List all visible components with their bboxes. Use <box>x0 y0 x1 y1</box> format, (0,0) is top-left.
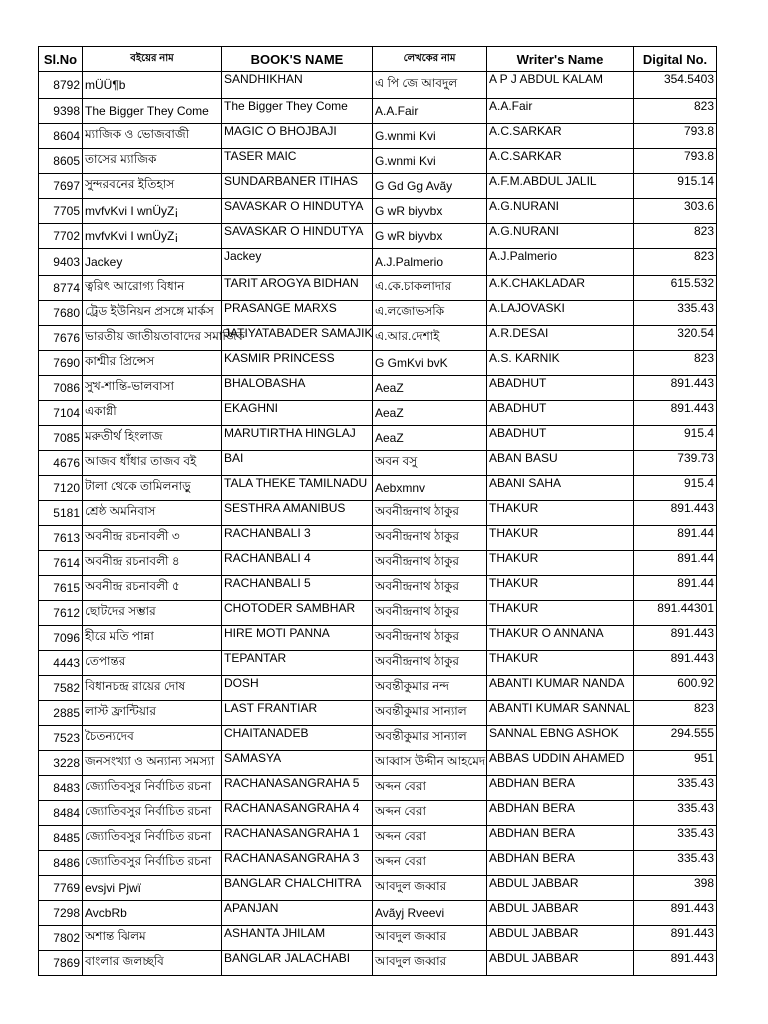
cell-sl-no: 7869 <box>39 951 83 976</box>
cell-books-name: TALA THEKE TAMILNADU <box>222 476 373 501</box>
cell-sl-no: 7120 <box>39 476 83 501</box>
cell-bengali-writer: আব্বাস উদ্দীন আহমেদ <box>373 751 487 776</box>
cell-writers-name: ABANTI KUMAR NANDA <box>487 676 634 701</box>
cell-bengali-title: জনসংখ্যা ও অন্যান্য সমস্যা <box>83 751 222 776</box>
cell-sl-no: 2885 <box>39 701 83 726</box>
cell-writers-name: A.C.SARKAR <box>487 149 634 174</box>
table-row <box>39 224 717 249</box>
cell-writers-name: THAKUR <box>487 501 634 526</box>
cell-sl-no: 7697 <box>39 174 83 199</box>
cell-books-name: CHOTODER SAMBHAR <box>222 601 373 626</box>
cell-writers-name: A.C.SARKAR <box>487 124 634 149</box>
cell-bengali-writer: অব্দন বেরা <box>373 801 487 826</box>
cell-writers-name: ABDHAN BERA <box>487 801 634 826</box>
cell-books-name: CHAITANADEB <box>222 726 373 751</box>
cell-bengali-title: জ্যোতিবসুর নির্বাচিত রচনা <box>83 826 222 851</box>
cell-bengali-writer: G.wnmi Kvi <box>373 124 487 149</box>
header-bengali-writer: লেখকের নাম <box>373 47 487 72</box>
cell-bengali-writer: অবনীন্দ্রনাথ ঠাকুর <box>373 651 487 676</box>
header-digital-no: Digital No. <box>634 47 717 72</box>
cell-sl-no: 7680 <box>39 301 83 326</box>
cell-books-name: KASMIR PRINCESS <box>222 351 373 376</box>
cell-digital-no: 335.43 <box>634 851 717 876</box>
header-writers-name: Writer's Name <box>487 47 634 72</box>
cell-writers-name: ABANI SAHA <box>487 476 634 501</box>
table-row <box>39 951 717 976</box>
table-row <box>39 199 717 224</box>
cell-bengali-title: ভারতীয় জাতীয়তাবাদের সমাজিক <box>83 326 222 351</box>
cell-books-name: RACHANBALI 3 <box>222 526 373 551</box>
cell-bengali-title: mvfvKvi I wnÜyZ¡ <box>83 224 222 249</box>
cell-writers-name: THAKUR <box>487 651 634 676</box>
cell-writers-name: A.R.DESAI <box>487 326 634 351</box>
cell-sl-no: 7802 <box>39 926 83 951</box>
cell-bengali-title: অশান্ত ঝিলম <box>83 926 222 951</box>
cell-writers-name: THAKUR O ANNANA <box>487 626 634 651</box>
cell-bengali-writer: এ.কে.চাকলাদার <box>373 276 487 301</box>
table-row <box>39 651 717 676</box>
cell-books-name: APANJAN <box>222 901 373 926</box>
cell-sl-no: 7612 <box>39 601 83 626</box>
cell-sl-no: 4443 <box>39 651 83 676</box>
table-row <box>39 326 717 351</box>
cell-bengali-writer: অবনীন্দ্রনাথ ঠাকুর <box>373 501 487 526</box>
cell-bengali-writer: অবনীন্দ্রনাথ ঠাকুর <box>373 526 487 551</box>
table-row <box>39 726 717 751</box>
table-row <box>39 601 717 626</box>
cell-digital-no: 891.44301 <box>634 601 717 626</box>
cell-bengali-title: মরুতীর্থ হিংলাজ <box>83 426 222 451</box>
cell-writers-name: SANNAL EBNG ASHOK <box>487 726 634 751</box>
cell-books-name: HIRE MOTI PANNA <box>222 626 373 651</box>
cell-books-name: EKAGHNI <box>222 401 373 426</box>
cell-bengali-title: AvcbRb <box>83 901 222 926</box>
table-row <box>39 776 717 801</box>
table-row <box>39 276 717 301</box>
cell-books-name: SESTHRA AMANIBUS <box>222 501 373 526</box>
cell-sl-no: 8605 <box>39 149 83 174</box>
cell-bengali-title: The Bigger They Come <box>83 99 222 124</box>
cell-bengali-writer: AeaZ <box>373 426 487 451</box>
cell-bengali-title: অবনীন্দ্র রচনাবলী ৫ <box>83 576 222 601</box>
cell-digital-no: 891.443 <box>634 951 717 976</box>
cell-digital-no: 823 <box>634 99 717 124</box>
cell-books-name: DOSH <box>222 676 373 701</box>
cell-books-name: SAVASKAR O HINDUTYA <box>222 224 373 249</box>
cell-bengali-title: বিধানচন্দ্র রায়ের দোষ <box>83 676 222 701</box>
table-row <box>39 901 717 926</box>
table-row <box>39 801 717 826</box>
cell-bengali-writer: অবন্তীকুমার নন্দ <box>373 676 487 701</box>
cell-books-name: BAI <box>222 451 373 476</box>
cell-bengali-writer: অবনীন্দ্রনাথ ঠাকুর <box>373 576 487 601</box>
cell-sl-no: 7582 <box>39 676 83 701</box>
cell-writers-name: A.F.M.ABDUL JALIL <box>487 174 634 199</box>
cell-books-name: SANDHIKHAN <box>222 72 373 99</box>
table-row <box>39 451 717 476</box>
header-sl-no: Sl.No <box>39 47 83 72</box>
cell-bengali-title: টালা থেকে তামিলনাড়ু <box>83 476 222 501</box>
cell-digital-no: 303.6 <box>634 199 717 224</box>
cell-bengali-title: জ্যোতিবসুর নির্বাচিত রচনা <box>83 851 222 876</box>
cell-sl-no: 7523 <box>39 726 83 751</box>
cell-bengali-writer: G Gd Gg Avãy <box>373 174 487 199</box>
table-row <box>39 99 717 124</box>
cell-writers-name: A.LAJOVASKI <box>487 301 634 326</box>
cell-books-name: RACHANBALI 5 <box>222 576 373 601</box>
cell-bengali-title: সুন্দরবনের ইতিহাস <box>83 174 222 199</box>
cell-bengali-writer: G wR biyvbx <box>373 224 487 249</box>
cell-digital-no: 335.43 <box>634 826 717 851</box>
cell-digital-no: 891.443 <box>634 401 717 426</box>
cell-sl-no: 7705 <box>39 199 83 224</box>
cell-digital-no: 915.4 <box>634 476 717 501</box>
cell-sl-no: 7086 <box>39 376 83 401</box>
cell-writers-name: ABADHUT <box>487 376 634 401</box>
cell-writers-name: A.K.CHAKLADAR <box>487 276 634 301</box>
cell-sl-no: 7615 <box>39 576 83 601</box>
header-row <box>39 47 717 72</box>
cell-bengali-writer: এ.লজোভসকি <box>373 301 487 326</box>
book-catalog-table <box>38 46 717 976</box>
cell-books-name: SAVASKAR O HINDUTYA <box>222 199 373 224</box>
cell-digital-no: 600.92 <box>634 676 717 701</box>
cell-writers-name: ABDUL JABBAR <box>487 901 634 926</box>
cell-books-name: ASHANTA JHILAM <box>222 926 373 951</box>
cell-bengali-writer: আবদুল জব্বার <box>373 926 487 951</box>
cell-bengali-writer: এ.আর.দেশাই <box>373 326 487 351</box>
cell-bengali-writer: A.A.Fair <box>373 99 487 124</box>
cell-books-name: RACHANBALI 4 <box>222 551 373 576</box>
cell-digital-no: 335.43 <box>634 801 717 826</box>
table-row <box>39 551 717 576</box>
cell-bengali-title: অবনীন্দ্র রচনাবলী ৪ <box>83 551 222 576</box>
table-row <box>39 851 717 876</box>
cell-bengali-writer: G GmKvi bvK <box>373 351 487 376</box>
cell-bengali-title: লাস্ট ফ্রান্টিয়ার <box>83 701 222 726</box>
cell-bengali-title: চৈতন্যদেব <box>83 726 222 751</box>
cell-writers-name: ABDUL JABBAR <box>487 876 634 901</box>
cell-books-name: TARIT AROGYA BIDHAN <box>222 276 373 301</box>
cell-digital-no: 398 <box>634 876 717 901</box>
cell-bengali-writer: Aebxmnv <box>373 476 487 501</box>
table-row <box>39 426 717 451</box>
cell-writers-name: THAKUR <box>487 551 634 576</box>
cell-sl-no: 7085 <box>39 426 83 451</box>
header-bengali-title: বইয়ের নাম <box>83 47 222 72</box>
cell-writers-name: ABDHAN BERA <box>487 776 634 801</box>
cell-books-name: Jackey <box>222 249 373 276</box>
cell-sl-no: 7298 <box>39 901 83 926</box>
cell-books-name: SUNDARBANER ITIHAS <box>222 174 373 199</box>
cell-writers-name: ABBAS UDDIN AHAMED <box>487 751 634 776</box>
cell-bengali-title: শ্রেষ্ঠ অমনিবাস <box>83 501 222 526</box>
cell-sl-no: 7104 <box>39 401 83 426</box>
cell-bengali-writer: A.J.Palmerio <box>373 249 487 276</box>
cell-writers-name: A.A.Fair <box>487 99 634 124</box>
cell-bengali-title: জ্যোতিবসুর নির্বাচিত রচনা <box>83 776 222 801</box>
cell-writers-name: THAKUR <box>487 601 634 626</box>
cell-digital-no: 951 <box>634 751 717 776</box>
cell-bengali-title: অবনীন্দ্র রচনাবলী ৩ <box>83 526 222 551</box>
cell-bengali-writer: অব্দন বেরা <box>373 851 487 876</box>
cell-bengali-title: একাগ্নী <box>83 401 222 426</box>
cell-digital-no: 793.8 <box>634 149 717 174</box>
cell-bengali-title: জ্যোতিবসুর নির্বাচিত রচনা <box>83 801 222 826</box>
cell-books-name: TEPANTAR <box>222 651 373 676</box>
cell-bengali-writer: Avãyj Rveevi <box>373 901 487 926</box>
cell-sl-no: 7769 <box>39 876 83 901</box>
cell-digital-no: 793.8 <box>634 124 717 149</box>
cell-books-name: BANGLAR CHALCHITRA <box>222 876 373 901</box>
cell-sl-no: 4676 <box>39 451 83 476</box>
cell-digital-no: 739.73 <box>634 451 717 476</box>
cell-digital-no: 823 <box>634 351 717 376</box>
cell-writers-name: ABADHUT <box>487 401 634 426</box>
cell-books-name: BHALOBASHA <box>222 376 373 401</box>
cell-digital-no: 335.43 <box>634 301 717 326</box>
cell-books-name: The Bigger They Come <box>222 99 373 124</box>
table-row <box>39 926 717 951</box>
cell-bengali-writer: আবদুল জব্বার <box>373 876 487 901</box>
cell-books-name: RACHANASANGRAHA 4 <box>222 801 373 826</box>
cell-digital-no: 915.14 <box>634 174 717 199</box>
cell-writers-name: A.G.NURANI <box>487 224 634 249</box>
table-row <box>39 376 717 401</box>
cell-bengali-writer: অব্দন বেরা <box>373 776 487 801</box>
table-row <box>39 72 717 99</box>
cell-bengali-writer: অবন্তীকুমার সান্যাল <box>373 726 487 751</box>
cell-bengali-title: ম্যাজিক ও ভোজবাজী <box>83 124 222 149</box>
cell-sl-no: 3228 <box>39 751 83 776</box>
table-row <box>39 751 717 776</box>
cell-sl-no: 9403 <box>39 249 83 276</box>
cell-sl-no: 8486 <box>39 851 83 876</box>
cell-digital-no: 891.443 <box>634 626 717 651</box>
cell-bengali-title: mÜÜ¶b <box>83 72 222 99</box>
cell-digital-no: 823 <box>634 224 717 249</box>
cell-digital-no: 823 <box>634 249 717 276</box>
cell-sl-no: 8485 <box>39 826 83 851</box>
table-row <box>39 401 717 426</box>
cell-sl-no: 7702 <box>39 224 83 249</box>
header-books-name: BOOK'S NAME <box>222 47 373 72</box>
cell-writers-name: ABDHAN BERA <box>487 826 634 851</box>
cell-writers-name: ABDUL JABBAR <box>487 926 634 951</box>
cell-sl-no: 8484 <box>39 801 83 826</box>
cell-sl-no: 8792 <box>39 72 83 99</box>
cell-books-name: RACHANASANGRAHA 1 <box>222 826 373 851</box>
table-row <box>39 626 717 651</box>
table-row <box>39 149 717 174</box>
cell-bengali-title: ছোটদের সম্ভার <box>83 601 222 626</box>
cell-writers-name: ABDHAN BERA <box>487 851 634 876</box>
cell-sl-no: 7614 <box>39 551 83 576</box>
cell-writers-name: ABAN BASU <box>487 451 634 476</box>
cell-bengali-writer: AeaZ <box>373 376 487 401</box>
cell-books-name: LAST FRANTIAR <box>222 701 373 726</box>
cell-writers-name: A P J ABDUL KALAM <box>487 72 634 99</box>
cell-writers-name: THAKUR <box>487 576 634 601</box>
cell-bengali-title: আজব ধাঁধার তাজব বই <box>83 451 222 476</box>
cell-bengali-title: mvfvKvi I wnÜyZ¡ <box>83 199 222 224</box>
table-row <box>39 501 717 526</box>
cell-digital-no: 354.5403 <box>634 72 717 99</box>
cell-sl-no: 8604 <box>39 124 83 149</box>
table-row <box>39 301 717 326</box>
cell-bengali-writer: অব্দন বেরা <box>373 826 487 851</box>
cell-books-name: TASER MAIC <box>222 149 373 174</box>
cell-bengali-title: Jackey <box>83 249 222 276</box>
cell-digital-no: 335.43 <box>634 776 717 801</box>
cell-sl-no: 9398 <box>39 99 83 124</box>
cell-writers-name: A.G.NURANI <box>487 199 634 224</box>
table-row <box>39 701 717 726</box>
cell-bengali-title: সুখ-শান্তি-ভালবাসা <box>83 376 222 401</box>
table-row <box>39 576 717 601</box>
cell-books-name: RACHANASANGRAHA 5 <box>222 776 373 801</box>
cell-digital-no: 891.443 <box>634 901 717 926</box>
cell-bengali-writer: অবনীন্দ্রনাথ ঠাকুর <box>373 551 487 576</box>
cell-digital-no: 615.532 <box>634 276 717 301</box>
cell-digital-no: 320.54 <box>634 326 717 351</box>
cell-sl-no: 7690 <box>39 351 83 376</box>
cell-writers-name: ABDUL JABBAR <box>487 951 634 976</box>
cell-bengali-title: ত্বরিৎ আরোগ্য বিধান <box>83 276 222 301</box>
cell-bengali-writer: অবনীন্দ্রনাথ ঠাকুর <box>373 626 487 651</box>
cell-books-name: BANGLAR JALACHABI <box>222 951 373 976</box>
cell-bengali-title: তেপান্তর <box>83 651 222 676</box>
table-row <box>39 876 717 901</box>
cell-bengali-writer: G.wnmi Kvi <box>373 149 487 174</box>
cell-bengali-title: কাশ্মীর প্রিন্সেস <box>83 351 222 376</box>
cell-bengali-writer: আবদুল জব্বার <box>373 951 487 976</box>
cell-digital-no: 891.443 <box>634 376 717 401</box>
cell-books-name: MARUTIRTHA HINGLAJ <box>222 426 373 451</box>
cell-bengali-writer: অবন্তীকুমার সান্যাল <box>373 701 487 726</box>
cell-sl-no: 7096 <box>39 626 83 651</box>
cell-writers-name: ABANTI KUMAR SANNAL <box>487 701 634 726</box>
cell-sl-no: 8483 <box>39 776 83 801</box>
cell-writers-name: ABADHUT <box>487 426 634 451</box>
table-row <box>39 526 717 551</box>
cell-books-name: JATIYATABADER SAMAJIK <box>222 326 373 351</box>
cell-bengali-title: বাংলার জলচ্ছবি <box>83 951 222 976</box>
cell-books-name: PRASANGE MARXS <box>222 301 373 326</box>
cell-books-name: MAGIC O BHOJBAJI <box>222 124 373 149</box>
cell-bengali-title: হীরে মতি পান্না <box>83 626 222 651</box>
cell-writers-name: THAKUR <box>487 526 634 551</box>
cell-bengali-writer: এ পি জে আবদুল <box>373 72 487 99</box>
cell-bengali-writer: AeaZ <box>373 401 487 426</box>
cell-digital-no: 891.44 <box>634 576 717 601</box>
cell-bengali-title: ট্রেড ইউনিয়ন প্রসঙ্গে মার্কস <box>83 301 222 326</box>
cell-digital-no: 891.443 <box>634 501 717 526</box>
cell-writers-name: A.J.Palmerio <box>487 249 634 276</box>
cell-digital-no: 294.555 <box>634 726 717 751</box>
table-row <box>39 174 717 199</box>
cell-books-name: RACHANASANGRAHA 3 <box>222 851 373 876</box>
cell-bengali-writer: G wR biyvbx <box>373 199 487 224</box>
cell-digital-no: 823 <box>634 701 717 726</box>
cell-sl-no: 8774 <box>39 276 83 301</box>
cell-books-name: SAMASYA <box>222 751 373 776</box>
cell-sl-no: 7613 <box>39 526 83 551</box>
cell-bengali-writer: অবন বসু <box>373 451 487 476</box>
cell-digital-no: 891.44 <box>634 551 717 576</box>
cell-bengali-writer: অবনীন্দ্রনাথ ঠাকুর <box>373 601 487 626</box>
table-body <box>39 72 717 976</box>
cell-digital-no: 891.44 <box>634 526 717 551</box>
table-row <box>39 249 717 276</box>
table-row <box>39 351 717 376</box>
cell-digital-no: 891.443 <box>634 651 717 676</box>
cell-digital-no: 915.4 <box>634 426 717 451</box>
table-row <box>39 476 717 501</box>
cell-bengali-title: evsjvi Pjwï <box>83 876 222 901</box>
cell-sl-no: 7676 <box>39 326 83 351</box>
table-row <box>39 676 717 701</box>
cell-digital-no: 891.443 <box>634 926 717 951</box>
table-row <box>39 826 717 851</box>
cell-writers-name: A.S. KARNIK <box>487 351 634 376</box>
cell-sl-no: 5181 <box>39 501 83 526</box>
table-row <box>39 124 717 149</box>
cell-bengali-title: তাসের ম্যাজিক <box>83 149 222 174</box>
